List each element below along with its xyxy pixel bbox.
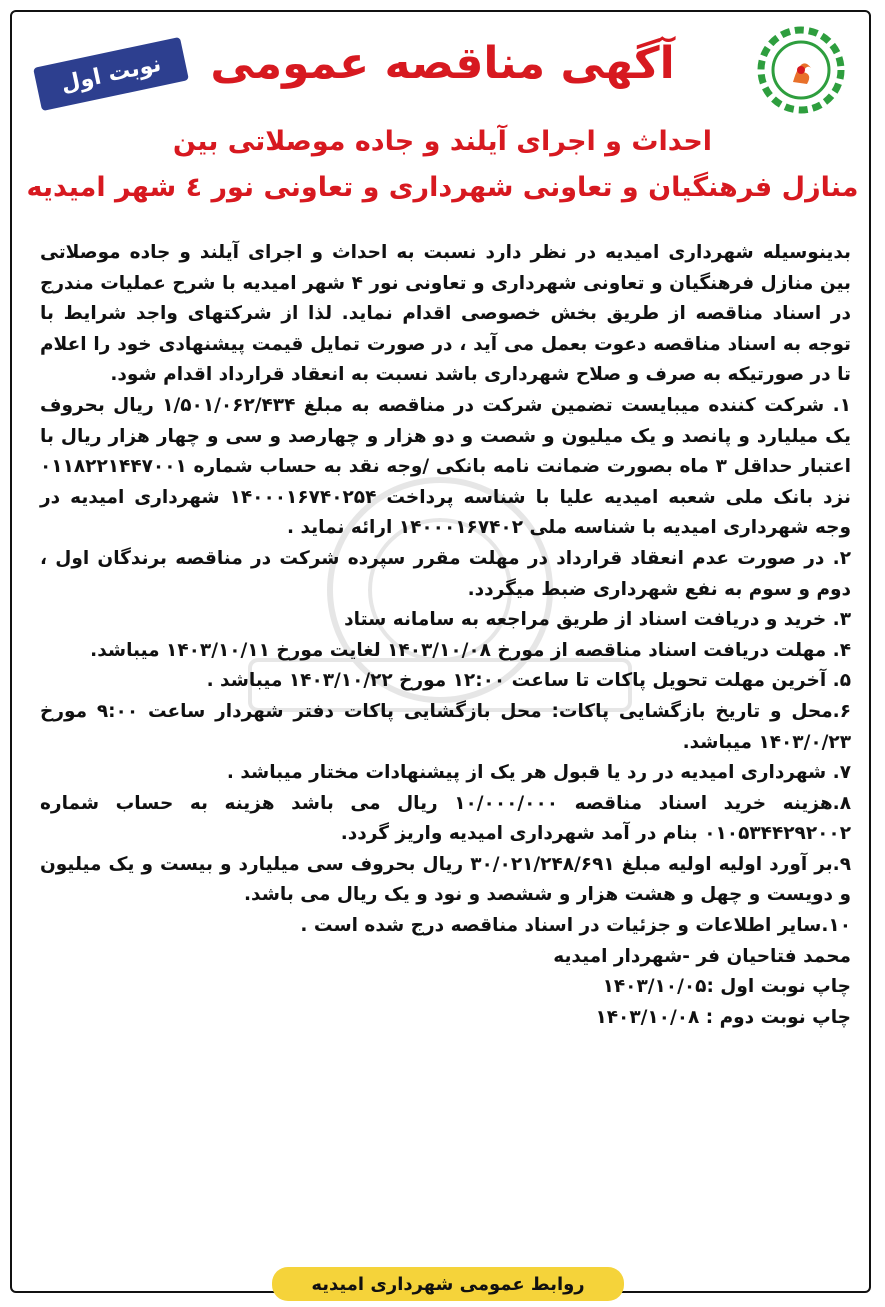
round-badge: نوبت اول (33, 37, 189, 111)
list-item: ۸.هزینه خرید اسناد مناقصه ۱۰/۰۰۰/۰۰۰ ریال می باشد هزینه به حساب شماره ۰۱۰۵۳۴۴۲۹۲۰۰۲ بنام در آمد شهرداری امیدیه واریز گردد. (40, 792, 852, 845)
list-item: ۱. شرکت کننده میبایست تضمین شرکت در مناقصه به مبلغ ۱/۵۰۱/۰۶۲/۴۳۴ ریال بحروف یک میلیارد و پانصد و یک میلیون و شصت و دو هزار و چهارصد و سی و چهار هزار ریال با اعتبار حداقل ۳ ماه بصورت ضمانت نامه بانکی /وجه نقد به حساب شماره ۰۱۱۸۲۲۱۴۴۷۰۰۱ نزد بانک ملی شعبه امیدیه علیا با شناسه پرداخت ۱۴۰۰۰۱۶۷۴۰۲۵۴ شهرداری امیدیه در وجه شهرداری امیدیه با شناسه ملی ۱۴۰۰۰۱۶۷۴۰۲ ارائه نماید . (40, 394, 851, 539)
municipality-logo (755, 24, 847, 116)
subtitle-line-1: احداث و اجرای آیلند و جاده موصلاتی بین (172, 126, 713, 157)
list-item: ۵. آخرین مهلت تحویل پاکات تا ساعت ۱۲:۰۰ مورخ ۱۴۰۳/۱۰/۲۲ میباشد . (206, 670, 851, 692)
announcement-body (40, 238, 851, 1033)
print-date-second: چاپ نوبت دوم : ۱۴۰۳/۱۰/۰۸ (595, 1006, 851, 1028)
list-item: ۷. شهرداری امیدیه در رد یا قبول هر یک از پیشنهادات مختار میباشد . (226, 762, 851, 784)
subtitle-line-2: منازل فرهنگیان و تعاونی شهرداری و تعاونی نور ٤ شهر امیدیه (26, 172, 859, 203)
intro-paragraph: بدینوسیله شهرداری امیدیه در نظر دارد نسبت به احداث و اجرای آیلند و جاده موصلاتی بین منازل فرهنگیان و تعاونی شهرداری و تعاونی نور ۴ شهر امیدیه با شرح عملیات مندرج در اسناد مناقصه از طریق بخش خصوصی اقدام نماید. لذا از شرکتهای واجد شرایط با توجه به اسناد مناقصه دعوت بعمل می آید ، در صورت تمایل قیمت پیشنهادی خود را اعلام تا در صورتیکه به صرف و صلاح شهرداری باشد نسبت به انعقاد قرارداد اقدام شود. (40, 242, 851, 386)
page-title: آگهی مناقصه عمومی (210, 38, 675, 89)
list-item: ۲. در صورت عدم انعقاد قرارداد در مهلت مقرر سپرده شرکت در مناقصه برندگان اول ، دوم و سوم به نفع شهرداری ضبط میگردد. (40, 547, 851, 600)
print-date-first: چاپ نوبت اول :۱۴۰۳/۱۰/۰۵ (602, 976, 851, 998)
list-item: ۳. خرید و دریافت اسناد از طریق مراجعه به سامانه ستاد (344, 609, 851, 631)
list-item: ۶.محل و تاریخ بازگشایی پاکات: محل بازگشایی پاکات دفتر شهردار ساعت ۹:۰۰ مورخ ۱۴۰۳/۰/۲۳ میباشد. (40, 700, 851, 753)
list-item: ۹.بر آورد اولیه اولیه مبلغ ۳۰/۰۲۱/۲۴۸/۶۹۱ ریال بحروف سی میلیارد و بیست و یک میلیون و دویست و چهل و هشت هزار و ششصد و نود و یک ریال می باشد. (40, 853, 851, 906)
list-item: ۱۰.سایر اطلاعات و جزئیات در اسناد مناقصه درج شده است . (300, 915, 851, 937)
footer-banner: روابط عمومی شهرداری امیدیه (272, 1267, 624, 1301)
list-item: ۴. مهلت دریافت اسناد مناقصه از مورخ ۱۴۰۳/۱۰/۰۸ لغایت مورخ ۱۴۰۳/۱۰/۱۱ میباشد. (90, 639, 851, 661)
signature: محمد فتاحیان فر -شهردار امیدیه (553, 945, 851, 967)
